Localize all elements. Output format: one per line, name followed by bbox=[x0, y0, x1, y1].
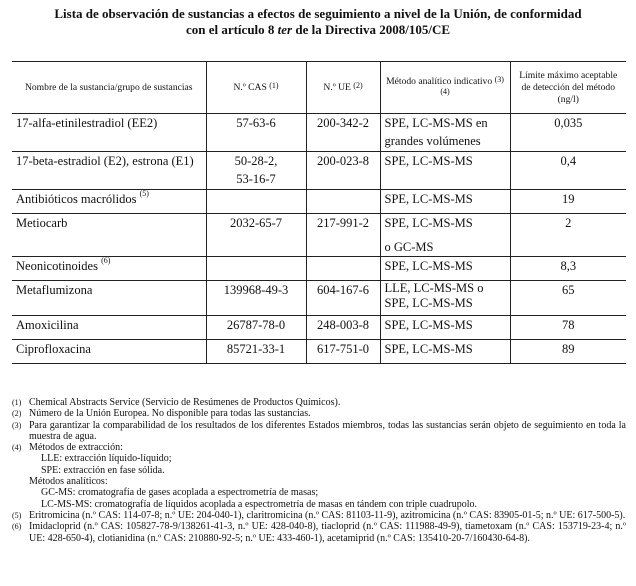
footnote-number: (5) bbox=[12, 510, 22, 520]
cell-substance: Amoxicilina bbox=[12, 316, 206, 340]
watch-list-table bbox=[12, 61, 626, 364]
footnote-number: (2) bbox=[12, 409, 22, 419]
cell-cas: 85721-33-1 bbox=[206, 340, 306, 364]
cell-eu: 248-003-8 bbox=[306, 316, 380, 340]
cell-substance bbox=[12, 190, 206, 214]
cas-line: 50-28-2, bbox=[234, 154, 278, 168]
footnote-1 bbox=[12, 397, 626, 408]
footnote-text: Imidacloprid (n.º CAS: 105827-78-9/138261-41-3, n.º UE: 428-040-8), tiacloprid (n.º CAS: 111988-49-9), tiametoxam (n.º CAS: 153719-23-4; n.º UE: 428-650-4), clotianidina (n.º CAS: 210880-92-5; n.º UE: 433-460-1), acetamiprid (n.º CAS: 135410-20-7/160430-64-8). bbox=[29, 521, 626, 544]
header-eu bbox=[306, 62, 380, 114]
title-line-2-start: con el artículo 8 bbox=[185, 22, 278, 37]
title-line-1: Lista de observación de sustancias a efectos de seguimiento a nivel de la Unión, de conformidad bbox=[54, 6, 582, 21]
header-method bbox=[380, 62, 510, 114]
cell-method: SPE, LC-MS-MS en grandes volúmenes bbox=[380, 114, 510, 152]
header-substance: Nombre de la sustancia/grupo de sustancias bbox=[12, 62, 206, 114]
table-row bbox=[12, 316, 626, 340]
table-row bbox=[12, 190, 626, 214]
header-cas-label: N.º CAS bbox=[233, 81, 267, 93]
cell-cas: 139968-49-3 bbox=[206, 281, 306, 316]
footnote-line: SPE: extracción en fase sólida. bbox=[41, 464, 165, 476]
header-cas bbox=[206, 62, 306, 114]
cell-cas bbox=[206, 257, 306, 281]
title-line-2 bbox=[0, 22, 636, 38]
footnote-line: LC-MS-MS: cromatografía de líquidos acoplada a espectrometría de masas en tándem con triple cuadrupolo. bbox=[41, 498, 477, 510]
footnote-number: (6) bbox=[12, 522, 22, 532]
header-cas-note: (1) bbox=[269, 80, 279, 90]
cell-method: SPE, LC-MS-MS bbox=[380, 257, 510, 281]
cell-eu: 217-991-2 bbox=[306, 214, 380, 257]
substance-note: (6) bbox=[101, 256, 111, 265]
header-method-label: Método analítico indicativo bbox=[386, 75, 493, 87]
footnote-text: Número de la Unión Europea. No disponible para todas las sustancias. bbox=[29, 408, 311, 420]
cell-substance: 17-beta-estradiol (E2), estrona (E1) bbox=[12, 152, 206, 190]
cell-substance: Ciprofloxacina bbox=[12, 340, 206, 364]
cell-limit: 78 bbox=[510, 316, 626, 340]
footnote-4 bbox=[12, 442, 626, 510]
footnote-6 bbox=[12, 521, 626, 544]
method-line: SPE, LC-MS-MS bbox=[384, 216, 473, 230]
cell-cas: 26787-78-0 bbox=[206, 316, 306, 340]
cell-method bbox=[380, 214, 510, 257]
cell-eu bbox=[306, 257, 380, 281]
cell-limit: 2 bbox=[510, 214, 626, 257]
cell-method: SPE, LC-MS-MS bbox=[380, 152, 510, 190]
cell-limit: 8,3 bbox=[510, 257, 626, 281]
title-line-2-italic: ter bbox=[277, 22, 293, 37]
cell-eu bbox=[306, 190, 380, 214]
table-header-row bbox=[12, 62, 626, 114]
cas-line: 53-16-7 bbox=[236, 172, 276, 186]
footnote-text: Chemical Abstracts Service (Servicio de Resúmenes de Productos Químicos). bbox=[29, 397, 341, 408]
cell-method: LLE, LC-MS-MS o SPE, LC-MS-MS bbox=[380, 281, 510, 316]
cell-cas: 2032-65-7 bbox=[206, 214, 306, 257]
cell-limit: 0,035 bbox=[510, 114, 626, 152]
table-row bbox=[12, 152, 626, 190]
table-row bbox=[12, 340, 626, 364]
substance-name: Antibióticos macrólidos bbox=[16, 192, 137, 206]
cell-cas: 57-63-6 bbox=[206, 114, 306, 152]
footnote-number: (1) bbox=[12, 398, 22, 407]
cell-limit: 65 bbox=[510, 281, 626, 316]
table-row bbox=[12, 114, 626, 152]
footnote-text: Para garantizar la comparabilidad de los resultados de los diferentes Estados miembros, todas las sustancias serán objeto de seguimiento en toda la muestra de agua. bbox=[29, 419, 626, 442]
footnotes bbox=[12, 397, 626, 544]
cell-cas bbox=[206, 152, 306, 190]
footnote-line: LLE: extracción líquido-líquido; bbox=[41, 453, 172, 465]
footnote-2 bbox=[12, 408, 626, 419]
table-row bbox=[12, 281, 626, 316]
cell-limit: 0,4 bbox=[510, 152, 626, 190]
substance-name: Neonicotinoides bbox=[16, 259, 98, 273]
footnote-line: Métodos analíticos: bbox=[29, 476, 108, 488]
method-line: o GC-MS bbox=[384, 240, 434, 254]
cell-substance: Metiocarb bbox=[12, 214, 206, 257]
cell-eu: 200-342-2 bbox=[306, 114, 380, 152]
cell-substance bbox=[12, 257, 206, 281]
cell-substance: 17-alfa-etinilestradiol (EE2) bbox=[12, 114, 206, 152]
cell-limit: 19 bbox=[510, 190, 626, 214]
header-eu-note: (2) bbox=[353, 80, 363, 90]
footnote-line: Métodos de extracción: bbox=[29, 442, 123, 454]
header-limit: Límite máximo aceptable de detección del método (ng/l) bbox=[510, 62, 626, 114]
footnote-text: Eritromicina (n.º CAS: 114-07-8; n.º UE: 204-040-1), claritromicina (n.º CAS: 81103-11-9), azitromicina (n.º CAS: 83905-01-5; n.º UE: 617-500-5). bbox=[29, 509, 626, 521]
cell-eu: 617-751-0 bbox=[306, 340, 380, 364]
cell-eu: 604-167-6 bbox=[306, 281, 380, 316]
cell-cas bbox=[206, 190, 306, 214]
cell-method: SPE, LC-MS-MS bbox=[380, 190, 510, 214]
cell-method: SPE, LC-MS-MS bbox=[380, 316, 510, 340]
cell-method: SPE, LC-MS-MS bbox=[380, 340, 510, 364]
document-title bbox=[0, 6, 636, 38]
footnote-number: (3) bbox=[12, 420, 22, 430]
cell-substance: Metaflumizona bbox=[12, 281, 206, 316]
table-row bbox=[12, 257, 626, 281]
footnote-line: GC-MS: cromatografía de gases acoplada a espectrometría de masas; bbox=[41, 487, 319, 499]
footnote-5 bbox=[12, 510, 626, 521]
substance-note: (5) bbox=[139, 189, 149, 198]
table-row bbox=[12, 214, 626, 257]
footnote-number: (4) bbox=[12, 443, 22, 453]
footnote-text bbox=[29, 442, 626, 510]
cell-limit: 89 bbox=[510, 340, 626, 364]
cell-eu: 200-023-8 bbox=[306, 152, 380, 190]
title-line-2-end: de la Directiva 2008/105/CE bbox=[292, 22, 451, 37]
header-method-notes: (3) (4) bbox=[440, 74, 504, 96]
header-eu-label: N.º UE bbox=[323, 81, 351, 93]
footnote-3 bbox=[12, 420, 626, 443]
